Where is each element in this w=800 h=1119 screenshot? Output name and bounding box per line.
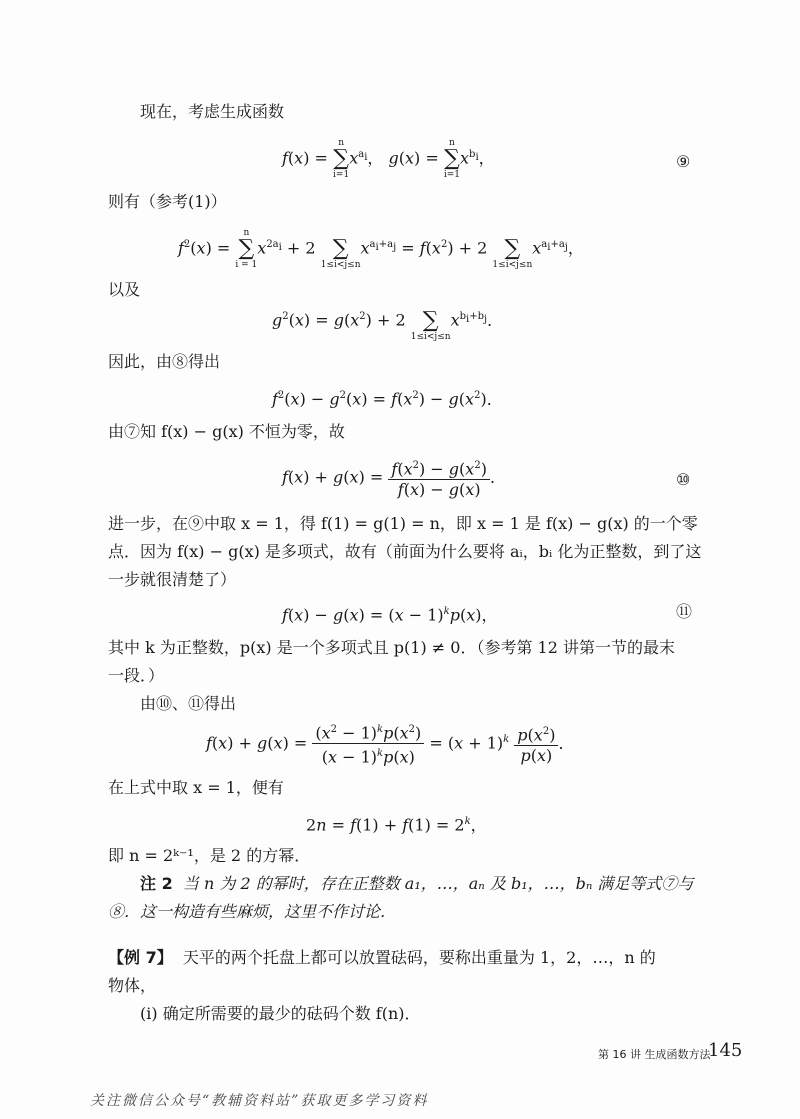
text-line: 在上式中取 x = 1，便有 — [108, 778, 284, 797]
example-text: 天平的两个托盘上都可以放置砝码，要称出重量为 1，2，…，n 的 — [182, 948, 656, 967]
equation-difference: $f^2(x) - g^2(x) = f(x^2) - g(x^2)$． — [272, 389, 503, 409]
equation-11: $f(x) - g(x) = (x - 1)^kp(x)$， — [282, 605, 498, 625]
text-line: 现在，考虑生成函数 — [140, 102, 285, 121]
text-line: 物体， — [108, 976, 157, 995]
text-line: 其中 k 为正整数，p(x) 是一个多项式且 p(1) ≠ 0．（参考第 12 讲第一节的最末 — [108, 638, 675, 657]
equation-10: f(x) + g(x) = $\frac{f(x^2) - g(x^2)}{f(x) - g(x)}$ ． — [282, 456, 506, 500]
equation-number-9: ⑨ — [676, 152, 691, 171]
note-line: ⑧．这一构造有些麻烦，这里不作讨论． — [108, 902, 397, 921]
text-line: 进一步，在⑨中取 x = 1，得 f(1) = g(1) = n，即 x = 1 是 f(x) − g(x) 的一个零 — [108, 514, 698, 533]
note-text: 当 n 为 2 的幂时，存在正整数 a₁，…，aₙ 及 b₁，…，bₙ 满足等式⑦与 — [182, 874, 694, 893]
page-footer: 第 16 讲 生成函数方法 — [598, 1048, 711, 1061]
equation-product: f(x) + g(x) = $\frac{(x^2 - 1)^kp(x^2)}{(x - 1)^kp(x)}$ = $(x + 1)^k$ $\frac{p(x^2)}{p(x)}$ ． — [206, 720, 574, 768]
text-line: 由⑩、⑪得出 — [140, 694, 237, 713]
equation-9: f(x) = n ∑ $i=1x^{a_i}$， g(x) = n ∑ $i=1x^{b_i}$， — [282, 138, 495, 180]
text-line: 因此，由⑧得出 — [108, 352, 221, 371]
text-line: 一段．） — [108, 666, 165, 685]
text-line: 一步就很清楚了） — [108, 570, 237, 589]
text-line: 以及 — [108, 280, 141, 299]
text-line: (i) 确定所需要的最少的砝码个数 f(n)． — [140, 1004, 421, 1023]
equation-g-squared: $g^2(x) = g(x^2) + 2$ ∑ $1\le i<j\le nx^{b_i+b_j}$． — [272, 308, 504, 342]
text-line: 则有（参考(1)） — [108, 192, 227, 211]
note-label: 注 2 — [140, 874, 173, 893]
page-number: 145 — [708, 1040, 743, 1061]
example-line — [108, 946, 656, 970]
watermark: 关注微信公众号“教辅资料站”获取更多学习资料 — [90, 1093, 429, 1109]
text-line: 由⑦知 f(x) − g(x) 不恒为零，故 — [108, 422, 345, 441]
equation-2n: $2n = f(1) + f(1) = 2^k$， — [306, 815, 487, 835]
example-label: 【例 7】 — [108, 948, 173, 967]
text-line: 即 n = 2ᵏ⁻¹，是 2 的方幂． — [108, 846, 311, 865]
text-line: 点．因为 f(x) − g(x) 是多项式，故有（前面为什么要将 aᵢ，bᵢ 化为正整数，到了这 — [108, 542, 702, 561]
equation-number-11: ⑪ — [676, 602, 693, 621]
equation-number-10: ⑩ — [676, 470, 691, 489]
equation-f-squared: $f^2(x) = n$ ∑ $i = 1x^{2a_i} + 2$ ∑ $1\le i<j\le nx^{a_i+a_j} = f(x^2) + 2$ ∑ $1\le i<j\le nx^{a_i+a_j}$， — [178, 228, 584, 270]
note-line — [140, 872, 693, 896]
